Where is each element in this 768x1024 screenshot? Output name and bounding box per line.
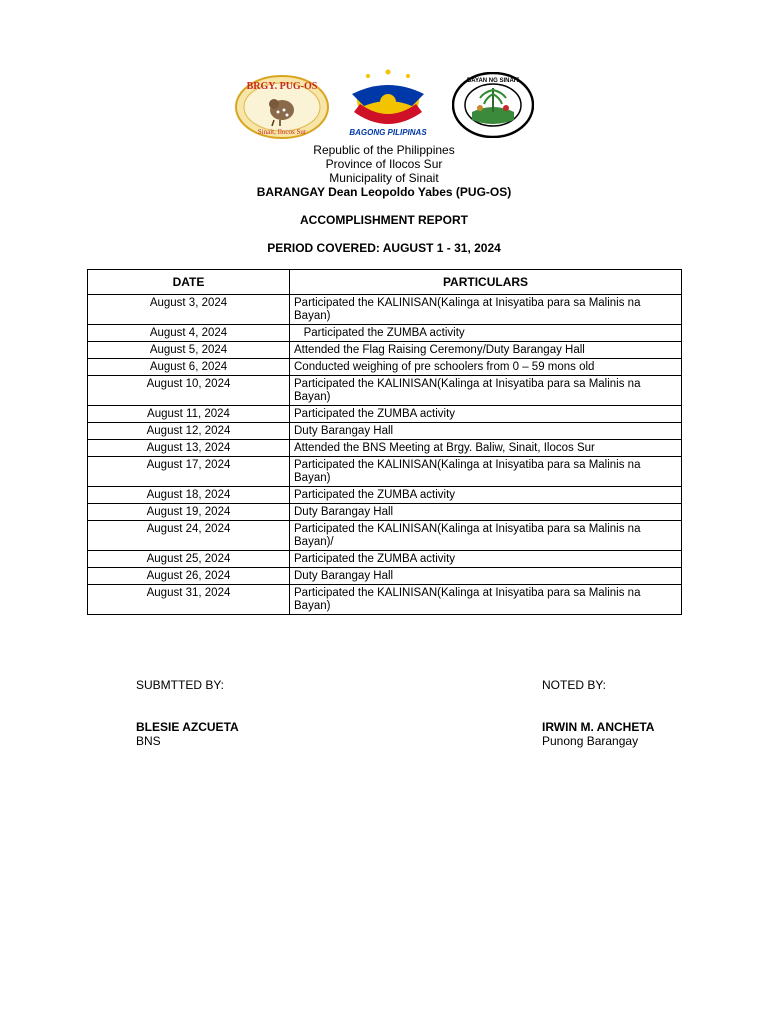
row-date: August 18, 2024 (88, 487, 290, 504)
bagong-pilipinas-logo (346, 66, 430, 138)
row-particulars: Attended the BNS Meeting at Brgy. Baliw, Sinait, Ilocos Sur (290, 440, 682, 457)
row-particulars: Conducted weighing of pre schoolers from 0 – 59 mons old (290, 359, 682, 376)
row-date: August 24, 2024 (88, 521, 290, 551)
row-date: August 5, 2024 (88, 342, 290, 359)
row-particulars: Participated the ZUMBA activity (290, 406, 682, 423)
row-date: August 12, 2024 (88, 423, 290, 440)
submitted-by-label: SUBMTTED BY: (136, 678, 225, 692)
table-row (88, 585, 682, 615)
noted-by-name: IRWIN M. ANCHETA (542, 720, 655, 734)
table-row (88, 568, 682, 585)
row-date: August 17, 2024 (88, 457, 290, 487)
table-row (88, 551, 682, 568)
row-date: August 19, 2024 (88, 504, 290, 521)
row-date: August 31, 2024 (88, 585, 290, 615)
row-date: August 26, 2024 (88, 568, 290, 585)
row-particulars: Participated the ZUMBA activity (290, 487, 682, 504)
table-body (88, 295, 682, 615)
header-country: Republic of the Philippines (313, 143, 455, 157)
row-particulars: Participated the ZUMBA activity (290, 551, 682, 568)
table-row (88, 440, 682, 457)
table-row (88, 487, 682, 504)
row-particulars: Attended the Flag Raising Ceremony/Duty Barangay Hall (290, 342, 682, 359)
table-row (88, 325, 682, 342)
noted-by-label: NOTED BY: (542, 678, 607, 692)
row-particulars: Participated the KALINISAN(Kalinga at Inisyatiba para sa Malinis na Bayan) (290, 457, 682, 487)
period-covered: PERIOD COVERED: AUGUST 1 - 31, 2024 (267, 241, 501, 255)
header-municipality: Municipality of Sinait (329, 171, 439, 185)
table-row (88, 406, 682, 423)
table-row (88, 376, 682, 406)
submitted-by-name: BLESIE AZCUETA (136, 720, 239, 734)
accomplishment-table (87, 269, 682, 615)
submitted-by-position: BNS (136, 734, 161, 748)
table-header-row (88, 270, 682, 295)
row-particulars: Duty Barangay Hall (290, 423, 682, 440)
submitted-by-block (136, 678, 239, 748)
row-particulars: Participated the KALINISAN(Kalinga at Inisyatiba para sa Malinis na Bayan) (290, 295, 682, 325)
table-row (88, 295, 682, 325)
report-title: ACCOMPLISHMENT REPORT (300, 213, 468, 227)
row-date: August 3, 2024 (88, 295, 290, 325)
table-row (88, 504, 682, 521)
table-row (88, 457, 682, 487)
barangay-seal-text: BRGY. PUG-OS (246, 81, 318, 92)
barangay-seal-subtext: Sinait, Ilocos Sur (257, 128, 307, 136)
header-province: Province of Ilocos Sur (325, 157, 443, 171)
table-row (88, 342, 682, 359)
document-header (0, 143, 768, 199)
row-date: August 11, 2024 (88, 406, 290, 423)
row-date: August 4, 2024 (88, 325, 290, 342)
table-row (88, 359, 682, 376)
row-particulars: Duty Barangay Hall (290, 504, 682, 521)
row-particulars: Duty Barangay Hall (290, 568, 682, 585)
table-row (88, 423, 682, 440)
date-column-header: DATE (88, 270, 290, 295)
row-particulars: Participated the KALINISAN(Kalinga at Inisyatiba para sa Malinis na Bayan) (290, 376, 682, 406)
row-particulars: Participated the KALINISAN(Kalinga at Inisyatiba para sa Malinis na Bayan)/ (290, 521, 682, 551)
header-barangay: BARANGAY Dean Leopoldo Yabes (PUG-OS) (256, 185, 512, 199)
row-particulars: Participated the KALINISAN(Kalinga at Inisyatiba para sa Malinis na Bayan) (290, 585, 682, 615)
noted-by-block (542, 678, 654, 748)
particulars-column-header: PARTICULARS (290, 270, 682, 295)
row-date: August 10, 2024 (88, 376, 290, 406)
municipality-sinait-seal-logo (452, 72, 534, 138)
row-date: August 13, 2024 (88, 440, 290, 457)
row-date: August 25, 2024 (88, 551, 290, 568)
table-row (88, 521, 682, 551)
logo-row (0, 66, 768, 146)
row-date: August 6, 2024 (88, 359, 290, 376)
barangay-pug-os-seal-logo (234, 74, 330, 140)
bagong-pilipinas-text: BAGONG PILIPINAS (349, 128, 427, 137)
row-particulars: Participated the ZUMBA activity (290, 325, 682, 342)
municipal-seal-text: BAYAN NG SINAIT (466, 78, 520, 84)
noted-by-position: Punong Barangay (542, 734, 639, 748)
